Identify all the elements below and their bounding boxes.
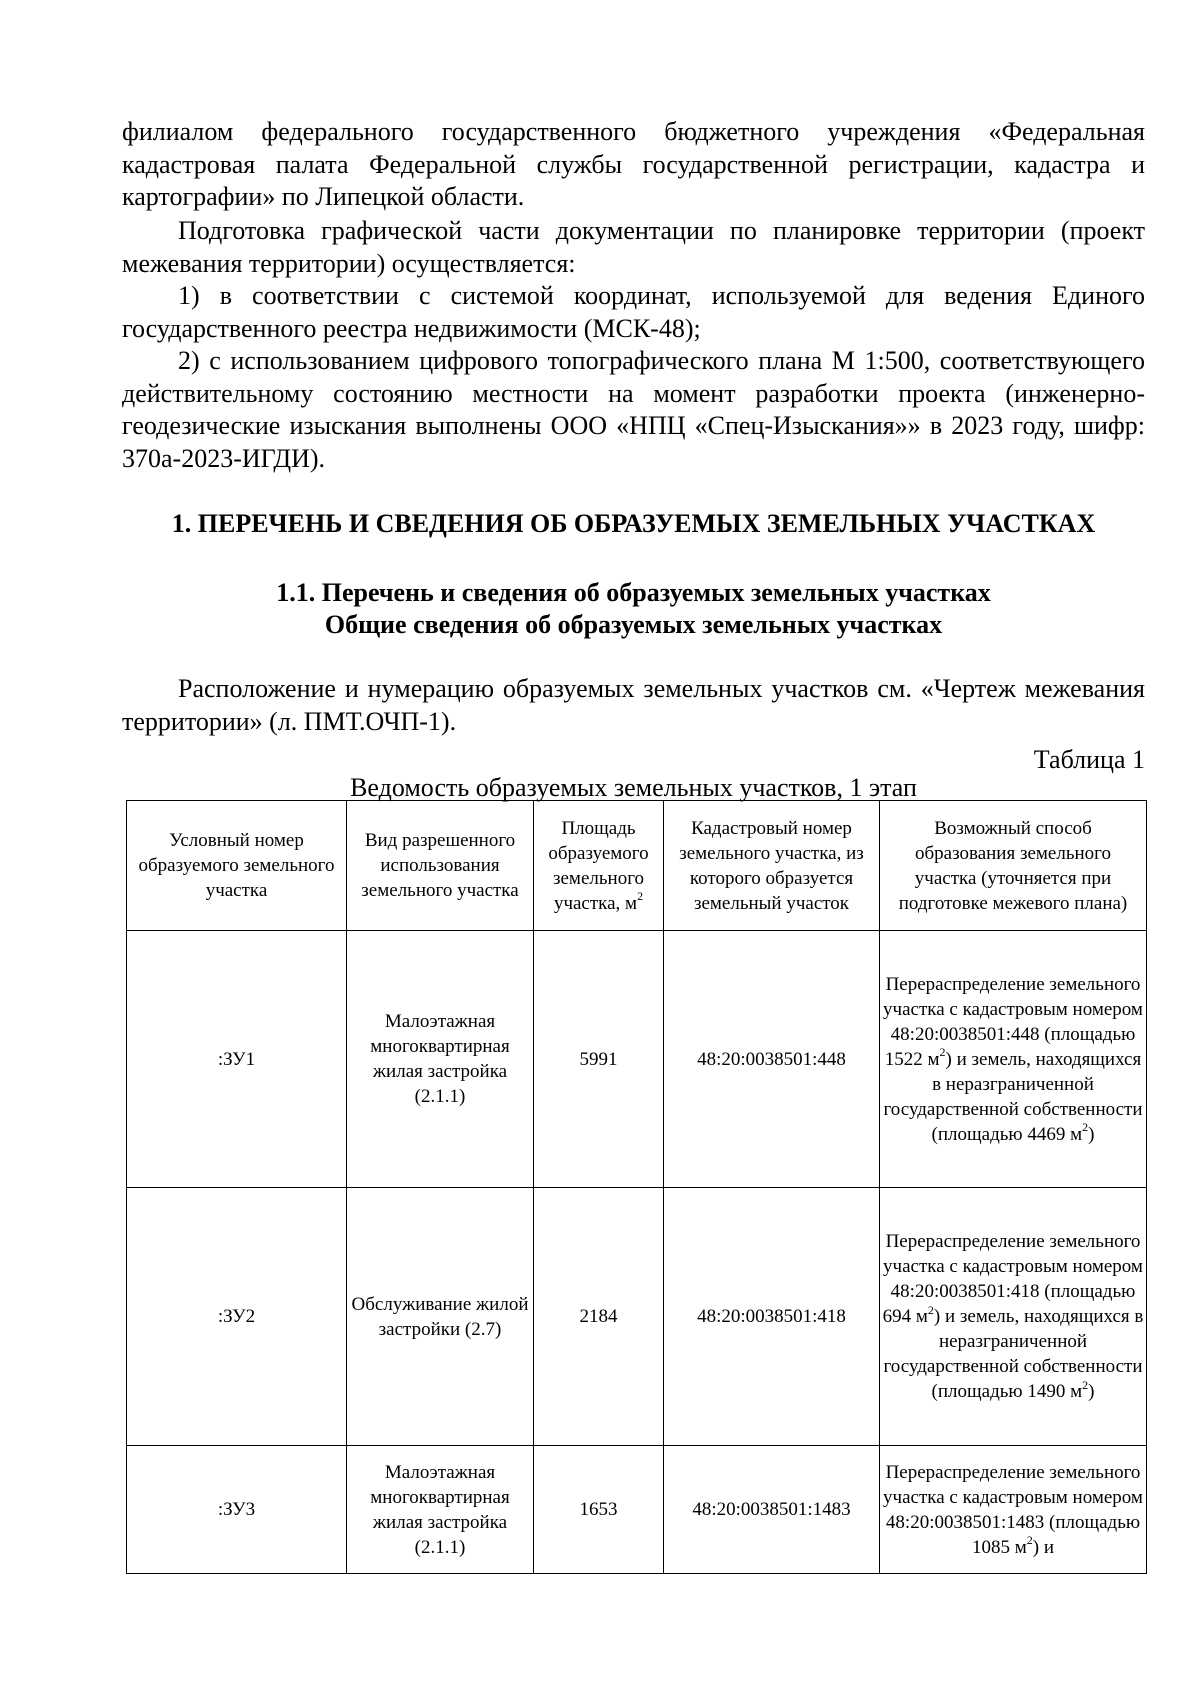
land-plots-table (126, 800, 1147, 1574)
header-num: Условный номер образуемого земельного участка (127, 801, 347, 931)
cell-num: :ЗУ2 (127, 1188, 347, 1446)
header-method: Возможный способ образования земельного участка (уточняется при подготовке межевого плана) (880, 801, 1147, 931)
table-label: Таблица 1 (1033, 745, 1145, 774)
table-title: Ведомость образуемых земельных участков, 1 этап (350, 773, 917, 802)
table-row (127, 1446, 1147, 1574)
cell-area: 1653 (534, 1446, 664, 1574)
cell-use: Малоэтажная многоквартирная жилая застройка (2.1.1) (347, 931, 534, 1188)
subsection-heading (122, 577, 1145, 641)
section-heading: 1. ПЕРЕЧЕНЬ И СВЕДЕНИЯ ОБ ОБРАЗУЕМЫХ ЗЕМЕЛЬНЫХ УЧАСТКАХ (171, 509, 1096, 538)
cell-cadastral: 48:20:0038501:1483 (664, 1446, 880, 1574)
paragraph-graphics: Подготовка графической части документации по планировке территории (проект межевания территории) осуществляется: (122, 216, 1145, 278)
paragraph-item-2: 2) с использованием цифрового топографического плана М 1:500, соответствующего действительному состоянию местности на момент разработки проекта (инженерно-геодезические изыскания выполнены ООО «НПЦ «Спец-Изыскания»» в 2023 году, шифр: 370а-2023-ИГДИ). (122, 346, 1145, 473)
cell-method: Перераспределение земельного участка с кадастровым номером 48:20:0038501:448 (площадью 1522 $м^2$) и земель, находящихся в неразграниченной государственной собственности (площадью 4469 $м^2$) (880, 931, 1147, 1188)
subsection-heading-line2: Общие сведения об образуемых земельных участках (324, 610, 943, 639)
cell-area: 2184 (534, 1188, 664, 1446)
header-use: Вид разрешенного использования земельного участка (347, 801, 534, 931)
paragraph-location: Расположение и нумерацию образуемых земельных участков см. «Чертеж межевания территории» (л. ПМТ.ОЧП-1). (122, 674, 1145, 736)
paragraph-item-1: 1) в соответствии с системой координат, используемой для ведения Единого государственного реестра недвижимости (МСК-48); (122, 281, 1145, 343)
table-row (127, 1188, 1147, 1446)
cell-area: 5991 (534, 931, 664, 1188)
table-header-row (127, 801, 1147, 931)
header-area: Площадь образуемого земельного участка, $м^2$ (534, 801, 664, 931)
table-row (127, 931, 1147, 1188)
cell-cadastral: 48:20:0038501:448 (664, 931, 880, 1188)
header-cadastral: Кадастровый номер земельного участка, из которого образуется земельный участок (664, 801, 880, 931)
cell-num: :ЗУ3 (127, 1446, 347, 1574)
cell-use: Обслуживание жилой застройки (2.7) (347, 1188, 534, 1446)
cell-method: Перераспределение земельного участка с кадастровым номером 48:20:0038501:418 (площадью 694 $м^2$) и земель, находящихся в неразграниченной государственной собственности (площадью 1490 $м^2$) (880, 1188, 1147, 1446)
cell-cadastral: 48:20:0038501:418 (664, 1188, 880, 1446)
paragraph-intro: филиалом федерального государственного бюджетного учреждения «Федеральная кадастровая палата Федеральной службы государственной регистрации, кадастра и картографии» по Липецкой области. (122, 117, 1145, 211)
cell-method: Перераспределение земельного участка с кадастровым номером 48:20:0038501:1483 (площадью 1085 $м^2$) и (880, 1446, 1147, 1574)
cell-use: Малоэтажная многоквартирная жилая застройка (2.1.1) (347, 1446, 534, 1574)
cell-num: :ЗУ1 (127, 931, 347, 1188)
subsection-heading-line1: 1.1. Перечень и сведения об образуемых земельных участках (276, 578, 991, 607)
